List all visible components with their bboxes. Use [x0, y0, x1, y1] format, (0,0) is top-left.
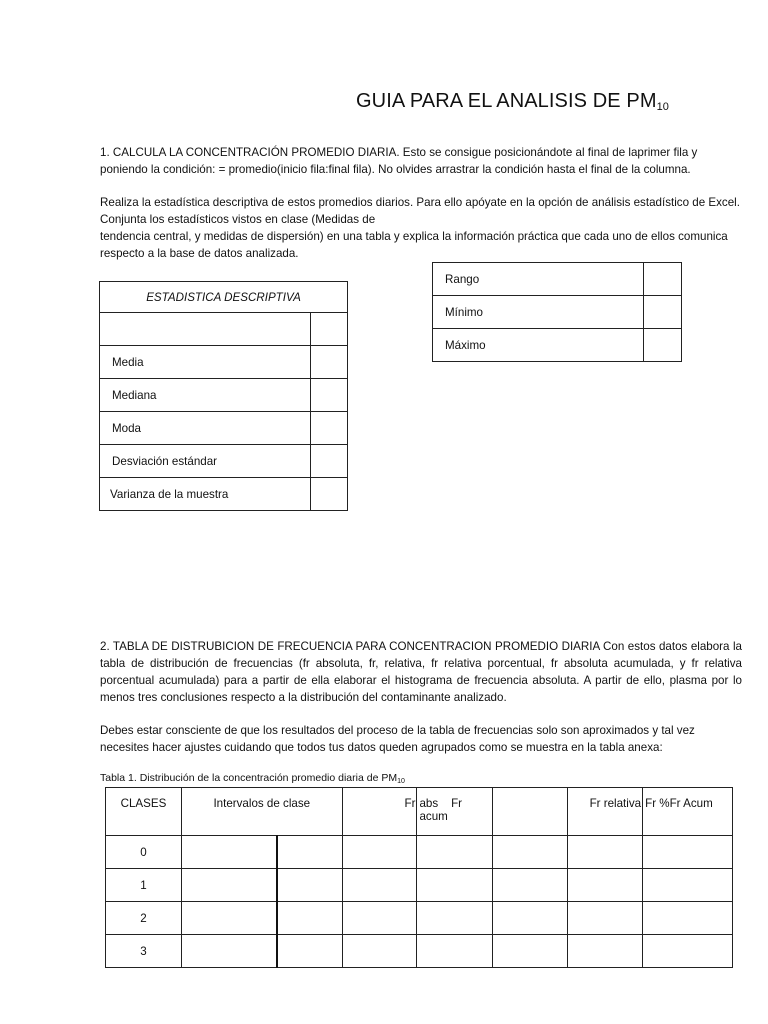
freq-cell[interactable]: [568, 902, 643, 935]
stats-label: Desviación estándar: [100, 445, 311, 478]
freq-cell[interactable]: [181, 869, 277, 902]
table-header-row: [106, 788, 733, 836]
table-row: [106, 836, 733, 869]
table-row: [106, 902, 733, 935]
section2-paragraph1: 2. TABLA DE DISTRUBICION DE FRECUENCIA PARA CONCENTRACION PROMEDIO DIARIA Con estos datos elabora la tabla de distribución de frecuencias (fr absoluta, fr, relativa, fr relativa porcentual, fr absoluta acumulada, y fr relativa porcentual acumulada) para a partir de ella elaborar el histograma de frecuencia absoluta. A partir de ello, plasma por lo menos tres conclusiones respecto a la distribución del contaminante analizado.: [100, 640, 742, 704]
stats-label: Varianza de la muestra: [100, 478, 311, 511]
freq-cell[interactable]: [277, 836, 342, 869]
range-value-cell[interactable]: [644, 329, 682, 362]
freq-cell[interactable]: [342, 836, 417, 869]
freq-cell[interactable]: [493, 869, 568, 902]
header-empty: [493, 788, 568, 836]
freq-cell[interactable]: [568, 935, 643, 968]
header-fr-pct-acum: Fr %Fr Acum: [643, 788, 733, 836]
frequency-table: [105, 787, 733, 968]
title-subscript: 10: [656, 101, 670, 113]
range-table: [432, 262, 682, 362]
class-number: 3: [106, 935, 182, 968]
freq-cell[interactable]: [277, 935, 342, 968]
range-label: Máximo: [433, 329, 644, 362]
freq-cell[interactable]: [643, 869, 733, 902]
freq-cell[interactable]: [417, 902, 493, 935]
class-number: 2: [106, 902, 182, 935]
range-value-cell[interactable]: [644, 296, 682, 329]
freq-cell[interactable]: [643, 935, 733, 968]
freq-cell[interactable]: [493, 935, 568, 968]
stats-value-cell[interactable]: [311, 346, 348, 379]
freq-cell[interactable]: [493, 836, 568, 869]
page-title: GUIA PARA EL ANALISIS DE $PM_{10}$: [356, 90, 670, 113]
table-row: [100, 313, 348, 346]
range-label: Rango: [433, 263, 644, 296]
stats-value-cell[interactable]: [311, 412, 348, 445]
stats-value-cell[interactable]: [311, 379, 348, 412]
range-value-cell[interactable]: [644, 263, 682, 296]
freq-cell[interactable]: [643, 836, 733, 869]
freq-cell[interactable]: [181, 836, 277, 869]
freq-cell[interactable]: [643, 902, 733, 935]
table-row: [433, 296, 682, 329]
header-abs: abs: [419, 797, 439, 810]
stats-value-cell[interactable]: [311, 445, 348, 478]
section1-paragraph1: 1. CALCULA LA CONCENTRACIÓN PROMEDIO DIARIA. Esto se consigue posicionándote al final de laprimer fila y poniendo la condición: = promedio(inicio fila:final fila). No olvides arrastrar la condición hasta el final de la columna.: [100, 146, 698, 176]
freq-cell[interactable]: [417, 869, 493, 902]
freq-cell[interactable]: [181, 902, 277, 935]
header-clases: CLASES: [106, 788, 182, 836]
header-fr-abs-acum: [417, 788, 493, 836]
class-number: 1: [106, 869, 182, 902]
freq-cell[interactable]: [342, 935, 417, 968]
table-row: [100, 346, 348, 379]
table-row: [100, 379, 348, 412]
stats-table-header: ESTADISTICA DESCRIPTIVA: [100, 282, 348, 313]
table-row: [100, 445, 348, 478]
table-row: [100, 412, 348, 445]
stats-label-empty: [100, 313, 311, 346]
header-fr: Fr: [342, 788, 417, 836]
freq-cell[interactable]: [568, 869, 643, 902]
stats-label: Mediana: [100, 379, 311, 412]
freq-cell[interactable]: [417, 935, 493, 968]
freq-cell[interactable]: [417, 836, 493, 869]
section1-paragraph2-line1: Realiza la estadística descriptiva de estos promedios diarios. Para ello apóyate en la opción de análisis estadístico de Excel. Conjunta los estadísticos vistos en clase (Medidas de: [100, 196, 740, 226]
header-fr-acum: Fr acum: [419, 797, 463, 823]
freq-cell[interactable]: [568, 836, 643, 869]
table-row: [100, 478, 348, 511]
freq-cell[interactable]: [277, 902, 342, 935]
header-fr-relativa: Fr relativa: [568, 788, 643, 836]
freq-cell[interactable]: [342, 902, 417, 935]
stats-label: Moda: [100, 412, 311, 445]
stats-value-cell[interactable]: [311, 313, 348, 346]
table-row: [433, 329, 682, 362]
descriptive-stats-table: [99, 281, 348, 511]
header-intervalos: Intervalos de clase: [181, 788, 342, 836]
freq-cell[interactable]: [493, 902, 568, 935]
freq-cell[interactable]: [342, 869, 417, 902]
stats-label: Media: [100, 346, 311, 379]
range-label: Mínimo: [433, 296, 644, 329]
table-row: [433, 263, 682, 296]
table-row: [106, 869, 733, 902]
section1-paragraph2-line2: tendencia central, y medidas de dispersión) en una tabla y explica la información práctica que cada uno de ellos comunica respecto a la base de datos analizada.: [100, 230, 728, 260]
class-number: 0: [106, 836, 182, 869]
freq-cell[interactable]: [181, 935, 277, 968]
stats-value-cell[interactable]: [311, 478, 348, 511]
table-row: [106, 935, 733, 968]
section2-paragraph2: Debes estar consciente de que los resultados del proceso de la tabla de frecuencias solo son aproximados y tal vez necesites hacer ajustes cuidando que todos tus datos queden agrupados como se muestra en la tabla anexa:: [100, 724, 695, 754]
freq-table-caption: Tabla 1. Distribución de la concentración promedio diaria de $PM_{10}$: [100, 772, 405, 785]
freq-cell[interactable]: [277, 869, 342, 902]
